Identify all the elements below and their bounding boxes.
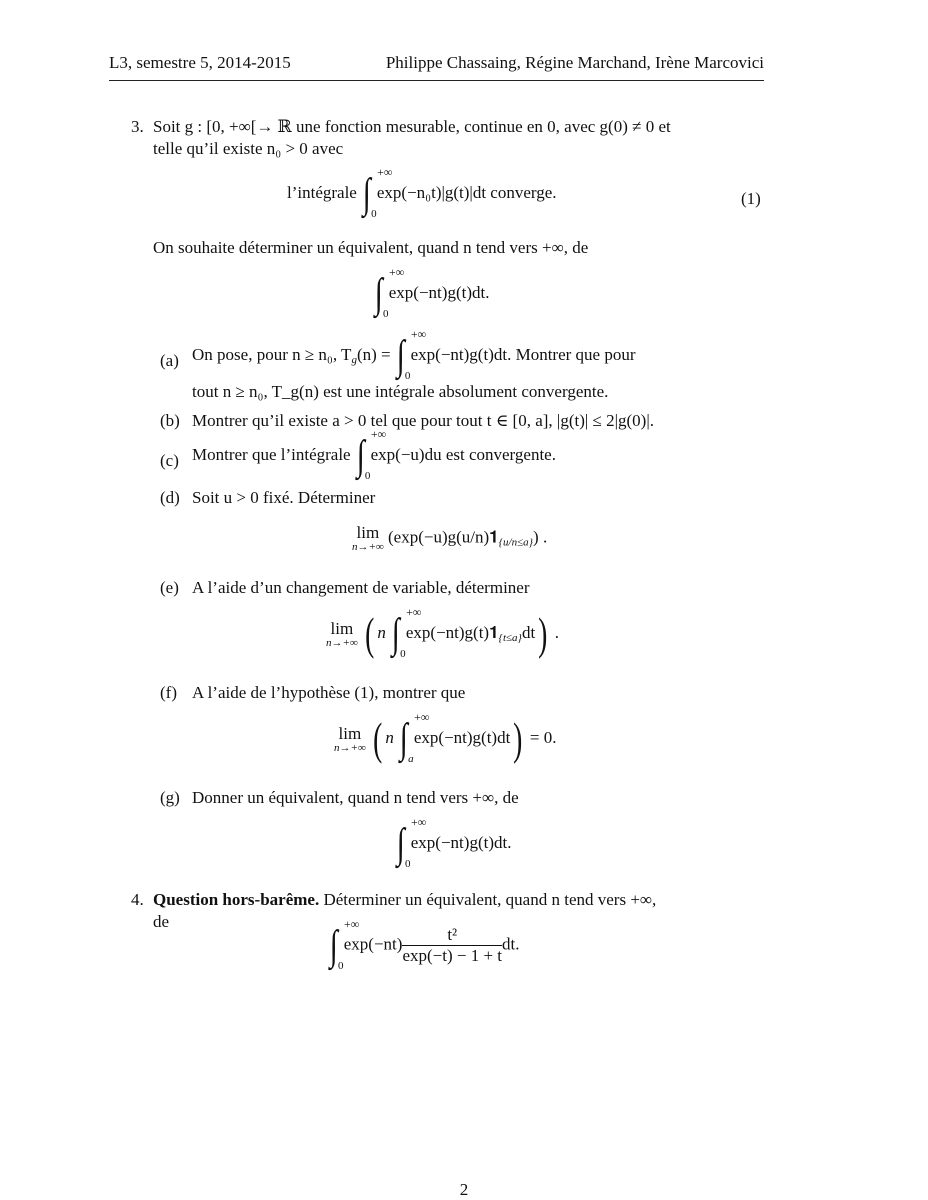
item-f-equation: lim n→+∞ ( n ∫ +∞ a exp(−nt)g(t)dt) = 0. xyxy=(334,710,557,765)
authors: Philippe Chassaing, Régine Marchand, Irène Marcovici xyxy=(385,53,764,72)
item-b-label: (b) xyxy=(160,411,180,430)
item-f-label: (f) xyxy=(160,683,177,702)
equation-1-tag: (1) xyxy=(741,189,761,208)
item-e-equation: lim n→+∞ ( n ∫ +∞ 0 $\exp(-nt)g(t)𝟏_{\{t\le a\}}dt$) . xyxy=(326,605,560,660)
integral-sign: ∫ +∞ 0 xyxy=(391,605,422,660)
item-a-line1: On pose, pour n ≥ n₀, $T_g(n)$ = ∫ +∞ 0 exp(−nt)g(t)dt. Montrer que pour xyxy=(192,327,636,382)
question-4-line2: de xyxy=(153,912,170,931)
item-d-text: Soit u > 0 fixé. Déterminer xyxy=(192,488,376,507)
eq1-body: exp(−n₀t)|g(t)|dt converge. xyxy=(376,182,557,202)
integral-sign: ∫ +∞ 0 xyxy=(374,265,405,320)
item-g-equation: ∫ +∞ 0 exp(−nt)g(t)dt. xyxy=(396,815,512,870)
question-4-number: 4. xyxy=(131,890,144,909)
item-a-line2: tout n ≥ n₀, T_g(n) est une intégrale absolument convergente. xyxy=(192,382,609,401)
question-3-number: 3. xyxy=(131,117,144,136)
item-c-text: Montrer que l’intégrale ∫ +∞ 0 exp(−u)du est convergente. xyxy=(192,427,556,482)
integral-sign: ∫ +∞ 0 xyxy=(362,165,393,220)
equation-2 xyxy=(373,265,490,320)
item-e-label: (e) xyxy=(160,578,179,597)
integral-sign: ∫ +∞ 0 xyxy=(329,916,360,972)
limit: lim n→+∞ xyxy=(326,618,358,649)
integral-sign: ∫ +∞ 0 xyxy=(396,815,427,870)
eq1-left: l’intégrale xyxy=(287,182,357,202)
item-c-label: (c) xyxy=(160,451,179,470)
question-3-line1: Soit g : [0, +∞[→ ℝ une fonction mesurable, continue en 0, avec g(0) ≠ 0 et xyxy=(153,117,671,136)
eq2-body: exp(−nt)g(t)dt. xyxy=(388,282,490,302)
item-d-equation: lim n→+∞ $(\exp(-u)g(u/n)𝟏_{\{u/n\le a\}})$ . xyxy=(352,523,548,553)
item-f-text: A l’aide de l’hypothèse (1), montrer que xyxy=(192,683,466,702)
item-b-text: Montrer qu’il existe a > 0 tel que pour tout t ∈ [0, a], |g(t)| ≤ 2|g(0)|. xyxy=(192,411,654,430)
integral-sign: ∫ +∞ a xyxy=(399,710,430,765)
item-d-label: (d) xyxy=(160,488,180,507)
question-4-line1: Question hors-barême. Déterminer un équivalent, quand n tend vers +∞, xyxy=(153,890,657,909)
item-a-label: (a) xyxy=(160,351,179,370)
course-info: L3, semestre 5, 2014-2015 xyxy=(109,53,291,72)
question-3-intro: On souhaite déterminer un équivalent, quand n tend vers +∞, de xyxy=(153,238,589,257)
page-number: 2 xyxy=(459,1180,469,1199)
fraction: $\frac{\text{t²}}{\exp(-t) - 1 + t}$ xyxy=(402,925,503,965)
integral-sign: ∫ +∞ 0 xyxy=(396,327,427,382)
integral-sign: ∫ +∞ 0 xyxy=(356,427,387,482)
limit: lim n→+∞ xyxy=(334,723,366,754)
item-e-text: A l’aide d’un changement de variable, déterminer xyxy=(192,578,530,597)
limit: lim n→+∞ xyxy=(352,523,384,553)
item-g-label: (g) xyxy=(160,788,180,807)
page-header xyxy=(109,52,764,81)
question-4-bold: Question hors-barême. xyxy=(153,890,320,909)
question-3-line2: telle qu’il existe n₀ > 0 avec xyxy=(153,139,344,158)
item-g-text: Donner un équivalent, quand n tend vers +∞, de xyxy=(192,788,519,807)
equation-1 xyxy=(287,165,557,220)
question-4-equation: ∫ +∞ 0 exp(−nt) $\frac{\text{t²}}{\exp(-t) - 1 + t}$ dt. xyxy=(329,916,520,972)
